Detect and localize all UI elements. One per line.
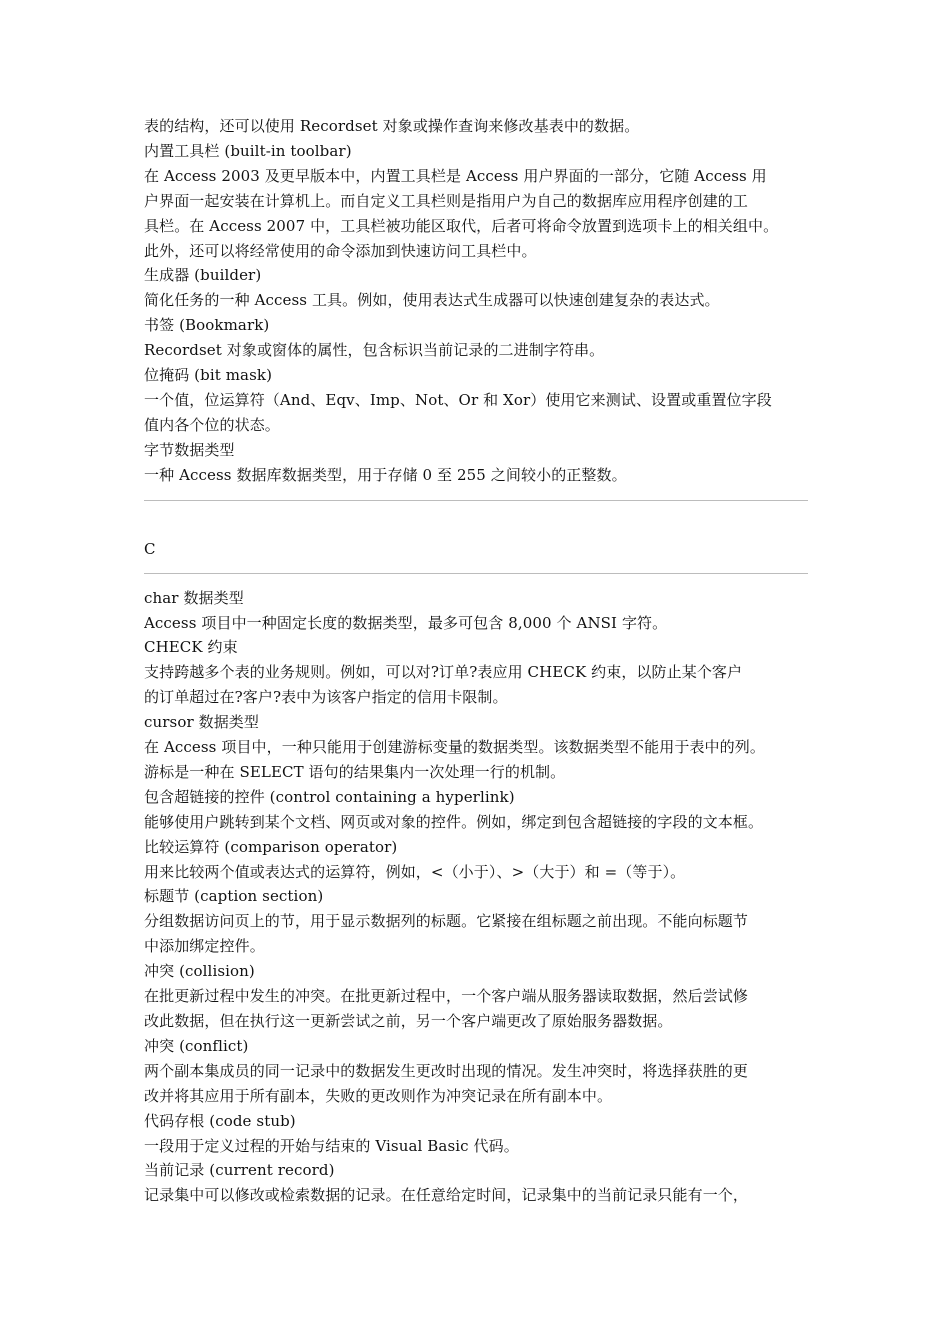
text-line: 此外，还可以将经常使用的命令添加到快速访问工具栏中。 bbox=[144, 241, 537, 260]
text-line: 两个副本集成员的同一记录中的数据发生更改时出现的情况。发生冲突时，将选择获胜的更 bbox=[144, 1061, 749, 1080]
section-divider bbox=[144, 500, 808, 501]
glossary-term: 代码存根 (code stub) bbox=[144, 1111, 296, 1130]
text-line: 游标是一种在 SELECT 语句的结果集内一次处理一行的机制。 bbox=[144, 762, 566, 781]
text-line: 在 Access 项目中，一种只能用于创建游标变量的数据类型。该数据类型不能用于表中的列。 bbox=[144, 738, 765, 757]
text-line: 值内各个位的状态。 bbox=[144, 415, 280, 434]
text-line: 在批更新过程中发生的冲突。在批更新过程中，一个客户端从服务器读取数据，然后尝试修 bbox=[144, 987, 749, 1006]
text-line: 表的结构，还可以使用 Recordset 对象或操作查询来修改基表中的数据。 bbox=[144, 117, 640, 135]
text-line: 在 Access 2003 及更早版本中，内置工具栏是 Access 用户界面的一部分，它随 Access 用 bbox=[144, 166, 767, 185]
glossary-term: 生成器 (builder) bbox=[144, 266, 262, 285]
section-divider bbox=[144, 573, 808, 574]
text-line: 具栏。在 Access 2007 中，工具栏被功能区取代，后者可将命令放置到选项卡上的相关组中。 bbox=[144, 216, 779, 235]
glossary-term: CHECK 约束 bbox=[144, 638, 238, 657]
text-line: 记录集中可以修改或检索数据的记录。在任意给定时间，记录集中的当前记录只能有一个， bbox=[144, 1186, 749, 1205]
glossary-term: 书签 (Bookmark) bbox=[144, 316, 270, 335]
section-c bbox=[144, 586, 808, 1209]
text-line: 户界面一起安装在计算机上。而自定义工具栏则是指用户为自己的数据库应用程序创建的工 bbox=[144, 191, 749, 210]
glossary-term: 冲突 (collision) bbox=[144, 962, 255, 981]
glossary-term: 内置工具栏 (built-in toolbar) bbox=[144, 141, 352, 160]
text-line: 改此数据，但在执行这一更新尝试之前，另一个客户端更改了原始服务器数据。 bbox=[144, 1012, 673, 1030]
glossary-term: cursor 数据类型 bbox=[144, 713, 259, 732]
text-line: 的订单超过在?客户?表中为该客户指定的信用卡限制。 bbox=[144, 688, 508, 707]
text-line: 用来比较两个值或表达式的运算符，例如，<（小于）、>（大于）和 =（等于）。 bbox=[144, 862, 686, 881]
glossary-term: 当前记录 (current record) bbox=[144, 1161, 335, 1180]
text-line: 一个值，位运算符（And、Eqv、Imp、Not、Or 和 Xor）使用它来测试、设置或重置位字段 bbox=[144, 390, 772, 409]
text-line: 中添加绑定控件。 bbox=[144, 937, 265, 956]
text-line: 一段用于定义过程的开始与结束的 Visual Basic 代码。 bbox=[144, 1136, 519, 1155]
glossary-term: 字节数据类型 bbox=[144, 440, 235, 459]
glossary-term: 标题节 (caption section) bbox=[144, 887, 324, 906]
glossary-term: 包含超链接的控件 (control containing a hyperlink) bbox=[144, 787, 515, 806]
text-line: 一种 Access 数据库数据类型，用于存储 0 至 255 之间较小的正整数。 bbox=[144, 465, 627, 484]
glossary-term: 冲突 (conflict) bbox=[144, 1036, 249, 1055]
text-line: Recordset 对象或窗体的属性，包含标识当前记录的二进制字符串。 bbox=[144, 341, 605, 360]
section-heading-c: C bbox=[144, 539, 156, 558]
text-line: 简化任务的一种 Access 工具。例如，使用表达式生成器可以快速创建复杂的表达式。 bbox=[144, 291, 720, 310]
text-line: 支持跨越多个表的业务规则。例如，可以对?订单?表应用 CHECK 约束，以防止某个客户 bbox=[144, 663, 743, 682]
glossary-term: 比较运算符 (comparison operator) bbox=[144, 837, 398, 856]
glossary-term: char 数据类型 bbox=[144, 588, 244, 607]
text-line: 分组数据访问页上的节，用于显示数据列的标题。它紧接在组标题之前出现。不能向标题节 bbox=[144, 912, 749, 931]
section-b-tail bbox=[144, 114, 808, 488]
glossary-term: 位掩码 (bit mask) bbox=[144, 366, 273, 385]
text-line: 改并将其应用于所有副本，失败的更改则作为冲突记录在所有副本中。 bbox=[144, 1086, 613, 1105]
text-line: Access 项目中一种固定长度的数据类型，最多可包含 8,000 个 ANSI 字符。 bbox=[144, 613, 668, 632]
document-page bbox=[144, 114, 808, 1208]
text-line: 能够使用户跳转到某个文档、网页或对象的控件。例如，绑定到包含超链接的字段的文本框。 bbox=[144, 812, 764, 831]
